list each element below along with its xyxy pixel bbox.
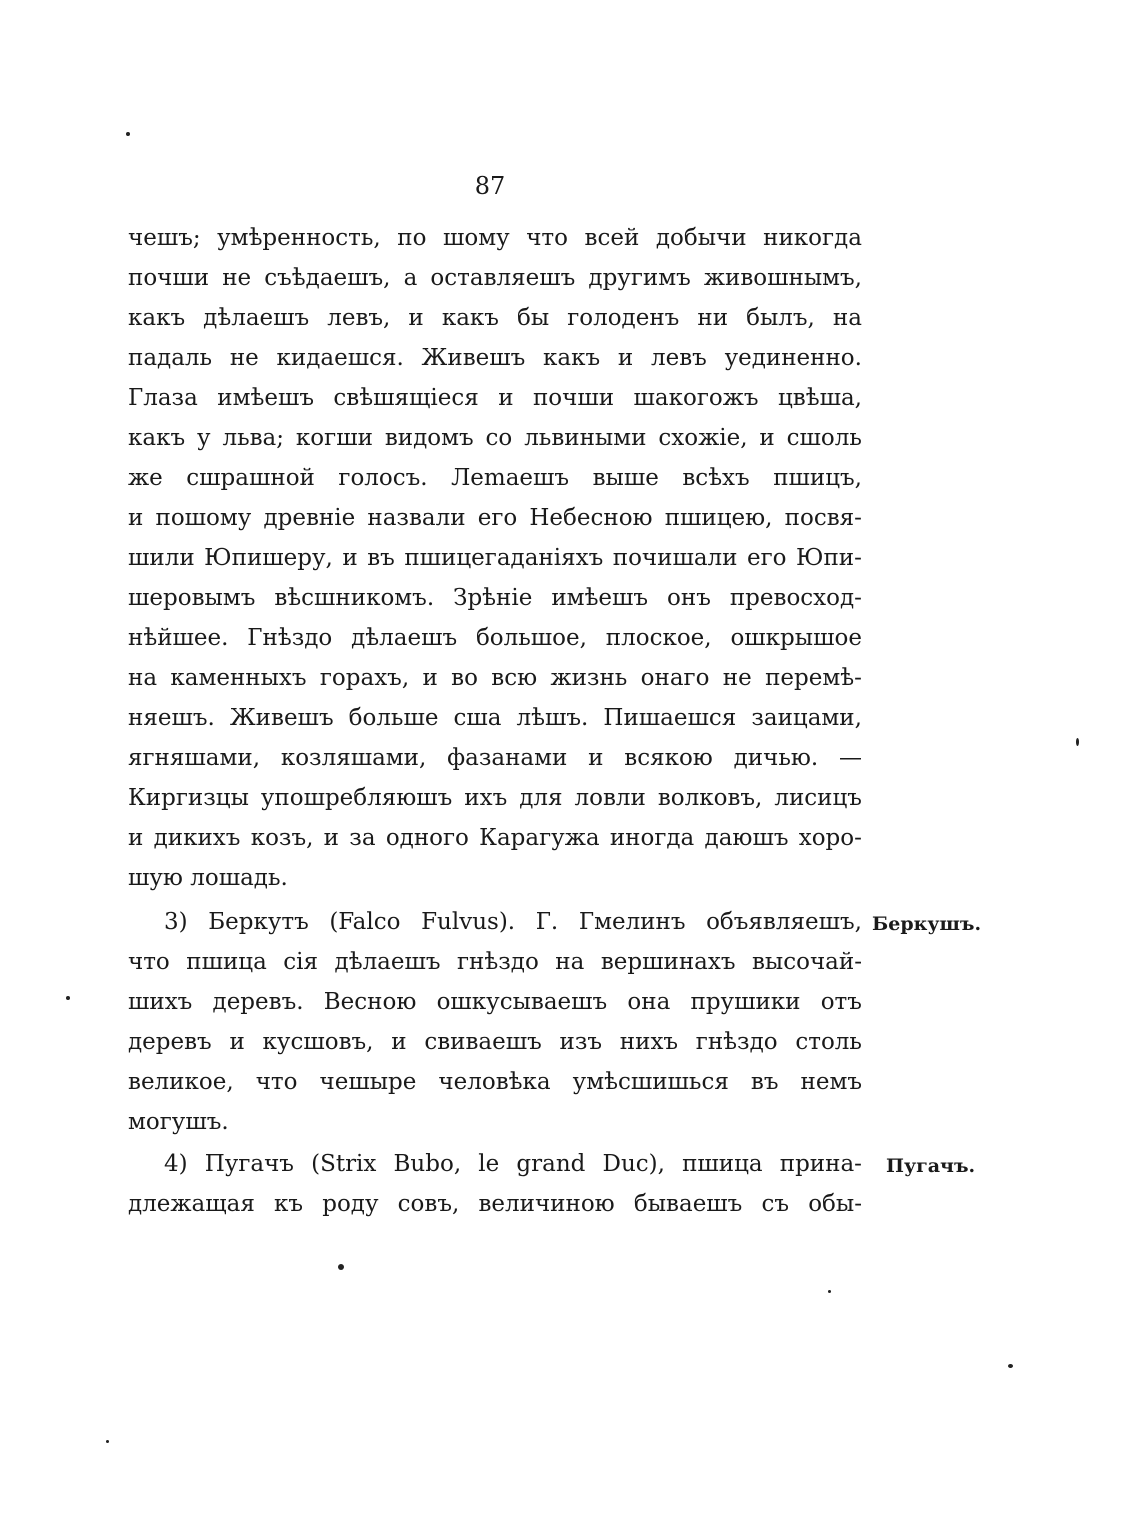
word: не: [722, 665, 752, 691]
word: всей: [584, 225, 640, 251]
word: пшицею,: [664, 505, 773, 531]
word: на: [128, 665, 158, 691]
word: ихъ: [464, 785, 508, 811]
word: его: [477, 505, 518, 531]
word: Леmаешъ: [451, 465, 570, 491]
word: не: [229, 345, 259, 371]
word: высочай-: [751, 949, 862, 975]
word: былъ,: [746, 305, 815, 331]
word: чешъ;: [128, 225, 201, 251]
word: бы: [516, 305, 550, 331]
word: вѣсшникомъ.: [274, 585, 435, 611]
page-number: 87: [474, 172, 506, 200]
word: же: [128, 465, 163, 491]
word: свѣшящіеся: [333, 385, 479, 411]
word: чешыре: [319, 1069, 417, 1095]
word: пшица: [682, 1151, 763, 1177]
word: козляшами,: [280, 745, 427, 771]
word: Глаза: [128, 385, 198, 411]
word: и: [617, 345, 634, 371]
word: левъ,: [327, 305, 391, 331]
word: гнѣздо: [457, 949, 539, 975]
word: каменныхъ: [170, 665, 307, 691]
word: иногда: [609, 825, 695, 851]
word: свиваешъ: [424, 1029, 542, 1055]
word: схожіе,: [658, 425, 748, 451]
word: обы-: [808, 1191, 862, 1217]
word: сша: [453, 705, 502, 731]
word: нѣйшее.: [128, 625, 229, 651]
word: левъ: [651, 345, 707, 371]
word: лѣшъ.: [516, 705, 589, 731]
word: какъ: [128, 425, 186, 451]
word: деревъ: [128, 1029, 212, 1055]
word: прина-: [779, 1151, 862, 1177]
word: и: [128, 825, 144, 851]
word: ягняшами,: [128, 745, 261, 771]
word: и: [323, 825, 340, 851]
text-line: [128, 578, 862, 618]
word: и: [128, 505, 144, 531]
word: и: [391, 1029, 407, 1055]
word: пшица: [186, 949, 267, 975]
text-line: могушъ.: [128, 1109, 229, 1135]
word: на: [555, 949, 585, 975]
word: кусшовъ,: [262, 1029, 374, 1055]
word: и: [588, 745, 604, 771]
word: всю: [491, 665, 538, 691]
word: и: [759, 425, 775, 451]
word: grand: [516, 1151, 586, 1177]
text-line: [128, 418, 862, 458]
word: уединенно.: [724, 345, 862, 371]
word: пошому: [155, 505, 252, 531]
word: Bubo,: [393, 1151, 462, 1177]
word: въ: [750, 1069, 779, 1095]
word: дѣлаешъ: [334, 949, 441, 975]
text-line: [128, 698, 862, 738]
text-line: [128, 982, 862, 1022]
word: сшрашной: [186, 465, 315, 491]
word: Гмелинъ: [578, 909, 686, 935]
word: совъ,: [397, 1191, 460, 1217]
scan-speck: [66, 996, 70, 1000]
scan-speck: [106, 1440, 109, 1443]
word: Зрѣніе: [453, 585, 533, 611]
word: длежащая: [128, 1191, 255, 1217]
word: лисицъ: [774, 785, 862, 811]
word: дичью.: [733, 745, 819, 771]
word: онаго: [640, 665, 710, 691]
scan-speck: [828, 1290, 831, 1293]
text-line: [128, 1184, 862, 1224]
word: видомъ: [384, 425, 474, 451]
word: падаль: [128, 345, 213, 371]
word: какъ: [441, 305, 499, 331]
text-line: [128, 458, 862, 498]
word: нихъ: [619, 1029, 679, 1055]
word: всякою: [624, 745, 713, 771]
word: по: [397, 225, 427, 251]
word: даюшъ: [704, 825, 789, 851]
word: ошкусываешъ: [436, 989, 608, 1015]
word: Живешъ: [229, 705, 334, 731]
word: ни: [697, 305, 729, 331]
word: никогда: [763, 225, 862, 251]
word: объявляешъ,: [706, 909, 862, 935]
word: (Strix: [311, 1151, 377, 1177]
word: Небесною: [529, 505, 653, 531]
word: Живешъ: [421, 345, 526, 371]
word: посвя-: [784, 505, 862, 531]
word: шихъ: [128, 989, 193, 1015]
word: добычи: [655, 225, 747, 251]
word: живошнымъ,: [703, 265, 862, 291]
word: Беркутъ: [208, 909, 309, 935]
scan-speck: [1008, 1364, 1013, 1368]
word: съѣдаешъ,: [264, 265, 391, 291]
word: что: [255, 1069, 298, 1095]
text-line: [128, 538, 862, 578]
word: и: [342, 545, 358, 571]
word: какъ: [128, 305, 186, 331]
word: ошкрышое: [730, 625, 862, 651]
word: Duc),: [602, 1151, 665, 1177]
word: большое,: [475, 625, 587, 651]
word: когши: [295, 425, 373, 451]
word: плоское,: [605, 625, 712, 651]
word: льва;: [222, 425, 285, 451]
word: дикихъ: [153, 825, 241, 851]
word: и: [422, 665, 438, 691]
word: почишали: [612, 545, 738, 571]
word: шеровымъ: [128, 585, 256, 611]
text-line: [128, 942, 862, 982]
word: Гнѣздо: [247, 625, 333, 651]
word: всѣхъ: [682, 465, 750, 491]
word: и: [229, 1029, 245, 1055]
word: Юпишеру,: [204, 545, 333, 571]
word: выше: [592, 465, 659, 491]
text-line: [128, 258, 862, 298]
word: столь: [795, 1029, 862, 1055]
word: что: [526, 225, 568, 251]
word: Fulvus).: [421, 909, 516, 935]
word: роду: [322, 1191, 379, 1217]
word: на: [832, 305, 862, 331]
word: немъ: [800, 1069, 862, 1095]
word: почши: [128, 265, 210, 291]
word: волковъ,: [657, 785, 763, 811]
text-line: [128, 298, 862, 338]
word: голоденъ: [567, 305, 680, 331]
text-line: [128, 658, 862, 698]
word: пшицегаданіяхъ: [404, 545, 604, 571]
word: древніе: [263, 505, 356, 531]
word: жизнь: [550, 665, 628, 691]
scan-speck: [126, 132, 130, 136]
text-line: [128, 498, 862, 538]
word: почши: [532, 385, 615, 411]
word: Г.: [535, 909, 559, 935]
word: Юпи-: [796, 545, 862, 571]
text-line: шую лошадь.: [128, 865, 288, 891]
word: великое,: [128, 1069, 234, 1095]
word: шому: [443, 225, 510, 251]
text-line: [128, 818, 862, 858]
word: оставляешъ: [430, 265, 576, 291]
word: и: [408, 305, 424, 331]
word: шили: [128, 545, 195, 571]
text-line: [128, 618, 862, 658]
word: —: [838, 745, 862, 771]
text-line: [128, 338, 862, 378]
word: умѣренность,: [217, 225, 381, 251]
word: назвали: [367, 505, 466, 531]
word: не: [222, 265, 252, 291]
word: изъ: [559, 1029, 603, 1055]
word: львиными: [524, 425, 647, 451]
word: деревъ.: [212, 989, 304, 1015]
word: ловли: [574, 785, 646, 811]
word: она: [627, 989, 671, 1015]
word: человѣка: [438, 1069, 551, 1095]
word: (Falco: [329, 909, 401, 935]
text-line: [128, 738, 862, 778]
word: шакогожъ: [633, 385, 759, 411]
word: цвѣша,: [777, 385, 862, 411]
word: сія: [283, 949, 319, 975]
word: 4): [164, 1151, 188, 1177]
word: за: [349, 825, 376, 851]
margin-note-pugach: Пугачъ.: [886, 1155, 976, 1177]
word: со: [485, 425, 513, 451]
word: Киргизцы: [128, 785, 249, 811]
word: больше: [348, 705, 439, 731]
word: голосъ.: [338, 465, 428, 491]
word: гнѣздо: [695, 1029, 778, 1055]
text-line: [128, 1062, 862, 1102]
word: умѣсшишься: [572, 1069, 729, 1095]
word: прушики: [690, 989, 801, 1015]
word: въ: [367, 545, 395, 571]
word: что: [128, 949, 170, 975]
word: его: [747, 545, 787, 571]
word: имѣешъ: [217, 385, 314, 411]
scan-speck: [1076, 738, 1079, 746]
word: онъ: [667, 585, 711, 611]
word: Весною: [323, 989, 417, 1015]
word: няешъ.: [128, 705, 215, 731]
word: къ: [274, 1191, 304, 1217]
text-line: [164, 1144, 862, 1184]
word: отъ: [820, 989, 862, 1015]
word: во: [451, 665, 478, 691]
text-line: [164, 902, 862, 942]
word: другимъ: [588, 265, 691, 291]
word: у: [197, 425, 211, 451]
word: Пишаешся: [603, 705, 737, 731]
word: кидаешся.: [276, 345, 404, 371]
word: le: [478, 1151, 500, 1177]
word: пшицъ,: [773, 465, 862, 491]
word: Пугачъ: [204, 1151, 294, 1177]
word: 3): [164, 909, 188, 935]
margin-note-berkut: Беркушъ.: [872, 913, 982, 935]
word: козъ,: [250, 825, 314, 851]
word: превосход-: [729, 585, 862, 611]
word: и: [498, 385, 514, 411]
text-line: [128, 1022, 862, 1062]
text-line: [128, 778, 862, 818]
word: съ: [761, 1191, 790, 1217]
text-line: [128, 218, 862, 258]
word: какъ: [543, 345, 601, 371]
word: бываешъ: [633, 1191, 743, 1217]
word: для: [519, 785, 563, 811]
word: горахъ,: [319, 665, 410, 691]
word: а: [403, 265, 418, 291]
word: имѣешъ: [551, 585, 649, 611]
word: хоро-: [798, 825, 862, 851]
word: вершинахъ: [600, 949, 736, 975]
word: дѣлаешъ: [203, 305, 310, 331]
word: Карагужа: [479, 825, 600, 851]
word: одного: [385, 825, 469, 851]
text-line: [128, 378, 862, 418]
word: дѣлаешъ: [351, 625, 458, 651]
word: величиною: [478, 1191, 615, 1217]
word: перемѣ-: [765, 665, 862, 691]
word: заицами,: [751, 705, 862, 731]
scan-speck: [338, 1264, 344, 1270]
word: фазанами: [447, 745, 568, 771]
word: сшоль: [786, 425, 862, 451]
word: упошребляюшъ: [260, 785, 453, 811]
